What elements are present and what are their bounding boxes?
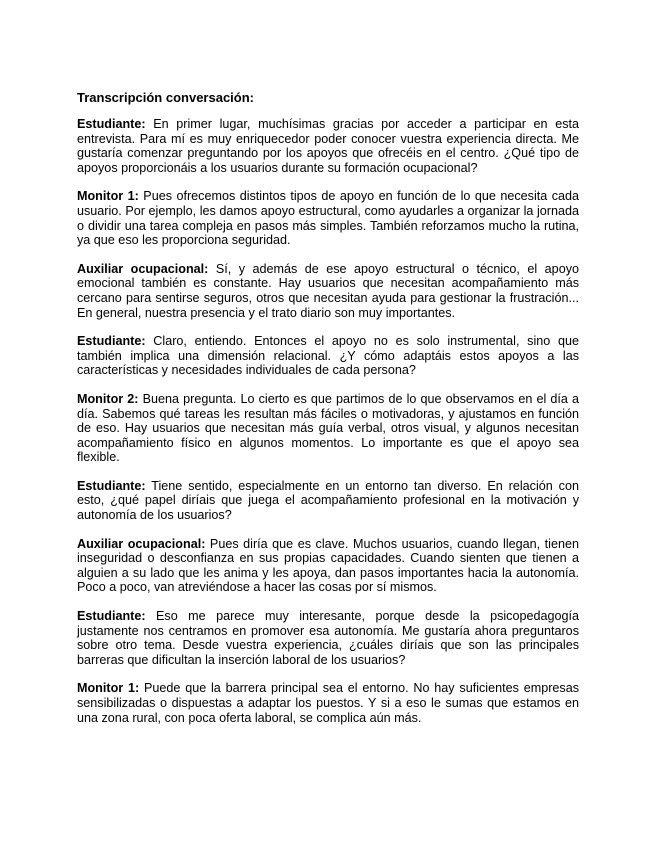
- conversation-turn: [77, 479, 579, 523]
- conversation-turn: [77, 334, 579, 378]
- turn-text: En primer lugar, muchísimas gracias por acceder a participar en esta entrevista. Para mí es muy enriquecedor poder conocer vuestra experiencia directa. Me gustaría comenzar preguntando por los apoyos que ofrecéis en el centro. ¿Qué tipo de apoyos proporcionáis a los usuarios durante su formación ocupacional?: [77, 117, 580, 175]
- turn-text: Claro, entiendo. Entonces el apoyo no es solo instrumental, sino que también implica una dimensión relacional. ¿Y cómo adaptáis estos apoyos a las características y necesidades individuales de cada persona?: [77, 334, 580, 378]
- turn-text: Sí, y además de ese apoyo estructural o técnico, el apoyo emocional también es constante. Hay usuarios que necesitan acompañamiento más cercano para sentirse seguros, otros que necesitan ayuda para gestionar la frustración... En general, nuestra presencia y el trato diario son muy importantes.: [77, 261, 579, 320]
- turn-text: Buena pregunta. Lo cierto es que partimos de lo que observamos en el día a día. Sabemos qué tareas les resultan más fáciles o motivadoras, y ajustamos en función de eso. Hay usuarios que necesitan más guía verbal, otros visual, y algunos necesitan acompañamiento físico en algunos momentos. Lo importante es que el apoyo sea flexible.: [77, 391, 579, 465]
- speaker-label: Estudiante:: [77, 609, 146, 624]
- conversation-turn: [77, 117, 579, 175]
- speaker-label: Monitor 1:: [77, 681, 140, 696]
- speaker-label: Auxiliar ocupacional:: [77, 536, 206, 551]
- conversation-turn: [77, 189, 579, 247]
- conversation-turn: [77, 537, 579, 595]
- speaker-label: Estudiante:: [77, 334, 146, 349]
- turn-text: Eso me parece muy interesante, porque desde la psicopedagogía justamente nos centramos en promover esa autonomía. Me gustaría ahora preguntaros sobre otro tema. Desde vuestra experiencia, ¿cuáles diríais que son las principales barreras que dificultan la inserción laboral de los usuarios?: [77, 609, 580, 667]
- speaker-label: Auxiliar ocupacional:: [77, 261, 209, 276]
- document-title: Transcripción conversación:: [77, 90, 255, 105]
- conversation-turn: [77, 262, 579, 320]
- conversation-turn: [77, 609, 579, 667]
- turn-text: Tiene sentido, especialmente en un entorno tan diverso. En relación con esto, ¿qué papel diríais que juega el acompañamiento profesional en la motivación y autonomía de los usuarios?: [77, 478, 579, 523]
- conversation-turn: [77, 392, 579, 465]
- conversation-turn: [77, 681, 579, 725]
- speaker-label: Monitor 1:: [77, 189, 139, 204]
- turn-text: Pues diría que es clave. Muchos usuarios, cuando llegan, tienen inseguridad o desconfianza en sus propias capacidades. Cuando sienten que tienen a alguien a su lado que les anima y les apoya, dan pasos importantes hacia la autonomía. Poco a poco, van atreviéndose a hacer las cosas por sí mismos.: [77, 536, 579, 595]
- document-page: [77, 90, 579, 739]
- turn-text: Puede que la barrera principal sea el entorno. No hay suficientes empresas sensibilizadas o dispuestas a adaptar los puestos. Y si a eso le sumas que estamos en una zona rural, con poca oferta laboral, se complica aún más.: [77, 681, 579, 725]
- speaker-label: Estudiante:: [77, 478, 146, 493]
- turn-text: Pues ofrecemos distintos tipos de apoyo en función de lo que necesita cada usuario. Por ejemplo, les damos apoyo estructural, como ayudarles a organizar la jornada o dividir una tarea compleja en pasos más simples. También reforzamos mucho la rutina, ya que eso les proporciona seguridad.: [77, 189, 580, 248]
- speaker-label: Monitor 2:: [77, 391, 139, 406]
- speaker-label: Estudiante:: [77, 117, 146, 131]
